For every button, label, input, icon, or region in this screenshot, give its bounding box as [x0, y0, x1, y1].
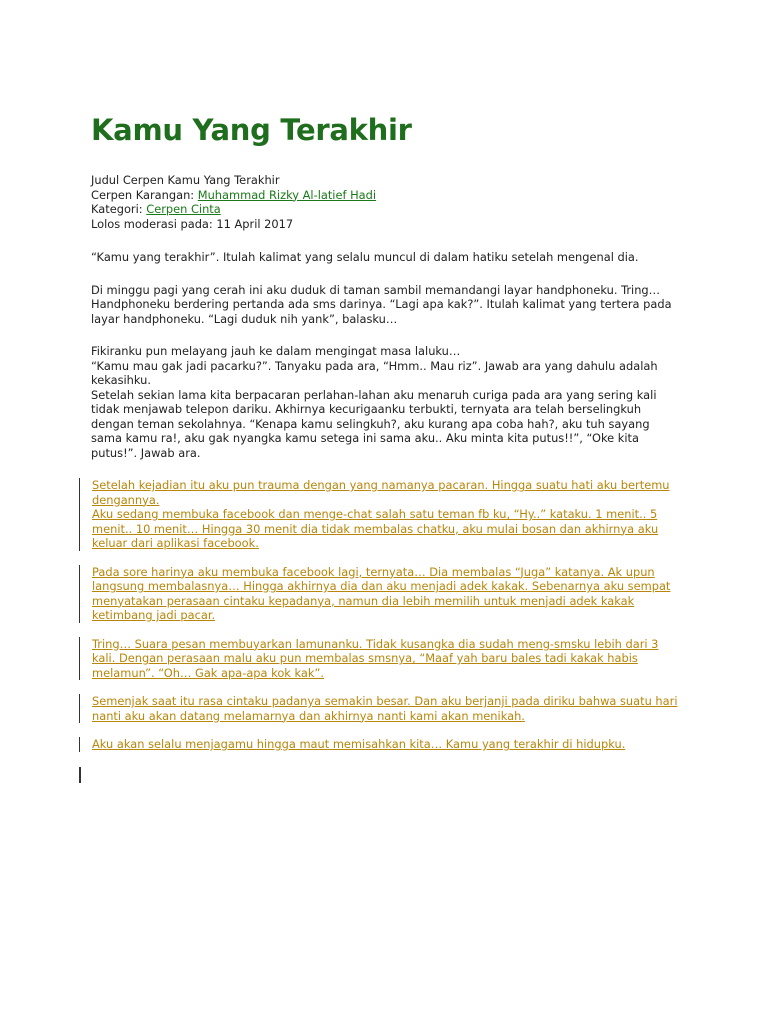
- paragraph-line: Handphoneku berdering pertanda ada sms darinya. “Lagi apa kak?”. Itulah kalimat yang tertera pada: [91, 297, 672, 311]
- story-quotes: [91, 478, 681, 752]
- meta-category-line: [91, 202, 681, 217]
- paragraph-line: Fikiranku pun melayang jauh ke dalam mengingat masa laluku…: [91, 344, 461, 358]
- page-title: Kamu Yang Terakhir: [91, 113, 412, 147]
- author-prefix: Cerpen Karangan:: [91, 187, 198, 202]
- meta-title-line: Judul Cerpen Kamu Yang Terakhir: [91, 173, 280, 187]
- meta-moderation-line: Lolos moderasi pada: 11 April 2017: [91, 216, 294, 231]
- paragraph-line: layar handphoneku. “Lagi duduk nih yank”, balasku…: [91, 311, 398, 326]
- quote-link-line[interactable]: Pada sore harinya aku membuka facebook lagi, ternyata… Dia membalas “Juga” katanya. Ak upun: [92, 564, 655, 579]
- quote-link-line[interactable]: Aku sedang membuka facebook dan menge-chat salah satu teman fb ku, “Hy..” kataku. 1 menit.. 5: [92, 507, 658, 521]
- paragraph-line: “Kamu mau gak jadi pacarku?”. Tanyaku pada ara, “Hmm.. Mau riz”. Jawab ara yang dahulu adalah: [91, 358, 658, 373]
- quote-link-line[interactable]: Tring… Suara pesan membuyarkan lamunanku. Tidak kusangka dia sudah meng-smsku lebih dari 3: [92, 636, 659, 651]
- quote-block: [79, 637, 681, 681]
- meta-author-line: [91, 188, 681, 203]
- quote-link-line[interactable]: Setelah kejadian itu aku pun trauma dengan yang namanya pacaran. Hingga suatu hati aku bertemu: [92, 478, 670, 492]
- story-paragraph: [91, 250, 681, 265]
- quote-link-line[interactable]: keluar dari aplikasi facebook.: [92, 536, 259, 550]
- quote-link-line[interactable]: nanti aku akan datang melamarnya dan akhirnya nanti kami akan menikah.: [92, 708, 525, 723]
- author-link[interactable]: Muhammad Rizky Al-latief Hadi: [197, 187, 377, 202]
- quote-link-line[interactable]: ketimbang jadi pacar.: [92, 608, 216, 622]
- article-meta: [91, 173, 681, 231]
- paragraph-line: Di minggu pagi yang cerah ini aku duduk di taman sambil memandangi layar handphoneku. Tring…: [91, 282, 661, 297]
- quote-block: [79, 478, 681, 551]
- paragraph-line: sama kamu ra!, aku gak nyangka kamu setega ini sama aku.. Aku minta kita putus!!”, “Oke kita: [91, 431, 640, 445]
- paragraph-line: tidak menjawab telepon dariku. Akhirnya kecurigaanku terbukti, ternyata ara telah berselingkuh: [91, 402, 642, 416]
- category-link[interactable]: Cerpen Cinta: [146, 202, 221, 216]
- paragraph-line: kekasihku.: [91, 373, 151, 387]
- story-paragraph: [91, 344, 681, 460]
- paragraph-line: “Kamu yang terakhir”. Itulah kalimat yang selalu muncul di dalam hatiku setelah mengenal dia.: [91, 250, 639, 264]
- quote-block: [79, 694, 681, 723]
- story-paragraphs: [91, 250, 681, 460]
- quote-link-line[interactable]: Semenjak saat itu rasa cintaku padanya semakin besar. Dan aku berjanji pada diriku bahwa suatu hari: [92, 694, 678, 708]
- quote-link-line[interactable]: Aku akan selalu menjagamu hingga maut memisahkan kita… Kamu yang terakhir di hidupku.: [92, 737, 626, 751]
- paragraph-line: Setelah sekian lama kita berpacaran perlahan-lahan aku menaruh curiga pada ara yang sering kali: [91, 387, 657, 402]
- paragraph-line: dengan teman sekolahnya. “Kenapa kamu selingkuh?, aku kurang apa coba hah?, aku tuh sayang: [91, 416, 650, 431]
- paragraph-line: putus!”. Jawab ara.: [91, 445, 201, 460]
- quote-link-line[interactable]: dengannya.: [92, 492, 160, 507]
- article: [91, 112, 681, 766]
- text-cursor: [79, 767, 81, 783]
- quote-block: [79, 565, 681, 623]
- quote-link-line[interactable]: langsung membalasnya… Hingga akhirnya dia dan aku menjadi adek kakak. Sebenarnya aku sempat: [92, 579, 671, 593]
- quote-link-line[interactable]: menit.. 10 menit… Hingga 30 menit dia tidak membalas chatku, aku mulai bosan dan akhirnya aku: [92, 521, 659, 536]
- quote-link-line[interactable]: kali. Dengan perasaan malu aku pun membalas smsnya, “Maaf yah baru bales tadi kakak habis: [92, 651, 638, 665]
- quote-link-line[interactable]: melamun”. “Oh… Gak apa-apa kok kak”.: [92, 665, 324, 680]
- quote-link-line[interactable]: menyatakan perasaan cintaku kepadanya, namun dia lebih memilih untuk menjadi adek kakak: [92, 593, 635, 608]
- quote-block: [79, 737, 681, 752]
- category-prefix: Kategori:: [91, 202, 147, 216]
- story-paragraph: [91, 283, 681, 327]
